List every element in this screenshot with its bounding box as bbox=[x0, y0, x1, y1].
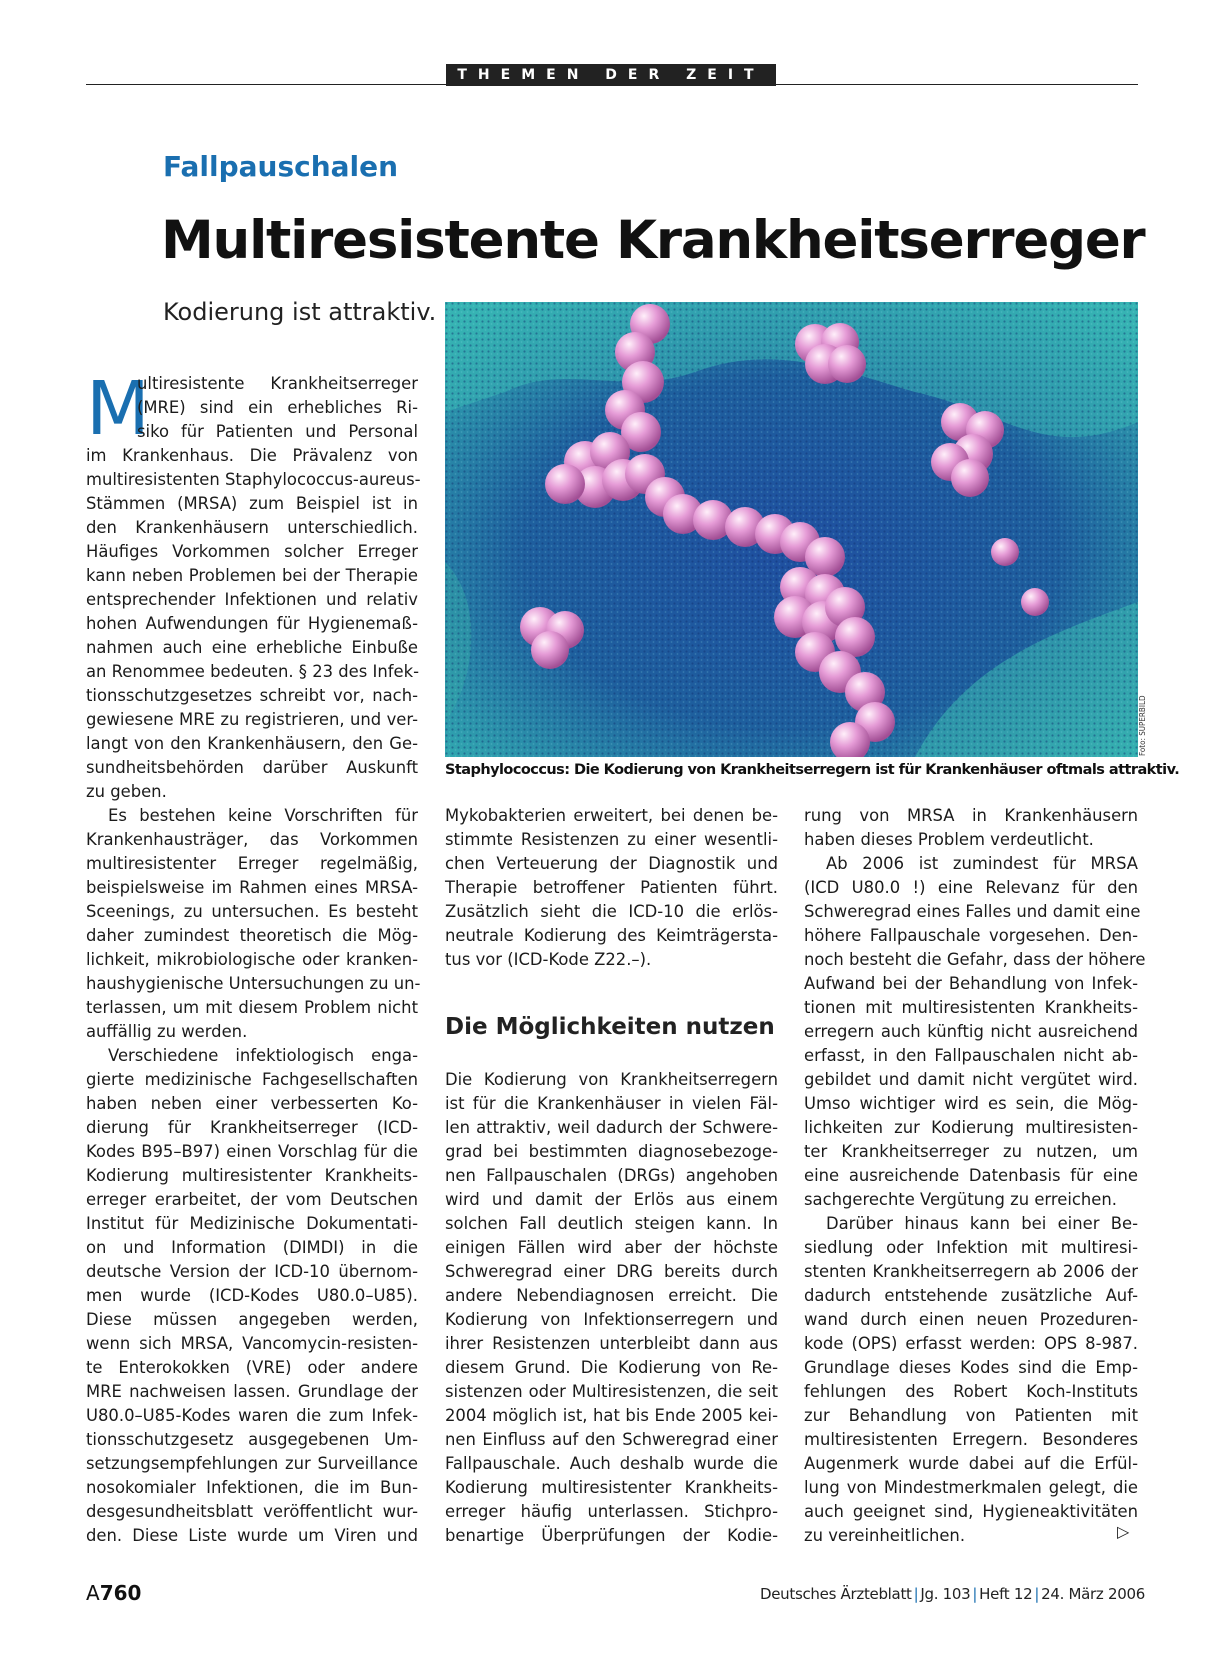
text-line: Kodes B95–B97) einen Vorschlag für die bbox=[86, 1142, 418, 1161]
text-line: MRE nachweisen lassen. Grundlage der bbox=[86, 1382, 418, 1401]
page-number-value: 760 bbox=[99, 1581, 142, 1605]
text-line: on und Information (DIMDI) in die bbox=[86, 1238, 418, 1257]
text-line: wenn sich MRSA, Vancomycin-resisten- bbox=[86, 1334, 418, 1353]
text-line: beispielsweise im Rahmen eines MRSA- bbox=[86, 878, 418, 897]
bacterium-cell bbox=[828, 345, 866, 383]
text-line: höhere Fallpauschale vorgesehen. Den- bbox=[804, 926, 1138, 945]
text-line: desgesundheitsblatt veröffentlicht wur- bbox=[86, 1502, 418, 1521]
text-line: haben neben einer verbesserten Ko- bbox=[86, 1094, 418, 1113]
text-line: zu vereinheitlichen. bbox=[804, 1526, 966, 1545]
text-line: Verschiedene infektiologisch enga- bbox=[108, 1046, 418, 1065]
text-line: Kodierung multiresistenter Krankheits- bbox=[445, 1478, 778, 1497]
text-line: Es bestehen keine Vorschriften für bbox=[108, 806, 418, 825]
text-line: Zusätzlich sieht die ICD-10 die erlös- bbox=[445, 902, 778, 921]
text-line: nosokomialer Infektionen, die im Bun- bbox=[86, 1478, 418, 1497]
text-line: Diese müssen angegeben werden, bbox=[86, 1310, 418, 1329]
text-line: tus vor (ICD-Kode Z22.–). bbox=[445, 950, 652, 969]
continue-arrow-icon: ▷ bbox=[1117, 1522, 1130, 1541]
journal-name: Deutsches Ärzteblatt bbox=[760, 1585, 912, 1603]
text-line: Augenmerk wurde dabei auf die Erfül- bbox=[804, 1454, 1138, 1473]
section-label: THEMEN DER ZEIT bbox=[446, 64, 776, 86]
text-line: len attraktiv, weil dadurch der Schwere- bbox=[445, 1118, 778, 1137]
text-line: sachgerechte Vergütung zu erreichen. bbox=[804, 1190, 1117, 1209]
text-line: gewiesene MRE zu registrieren, und ver- bbox=[86, 710, 418, 729]
text-line: stimmte Resistenzen zu einer wesentli- bbox=[445, 830, 778, 849]
bacterium-cell bbox=[545, 464, 585, 504]
text-line: den. Diese Liste wurde um Viren und bbox=[86, 1526, 418, 1545]
text-line: Sceenings, zu untersuchen. Es besteht bbox=[86, 902, 418, 921]
text-line: Darüber hinaus kann bei einer Be- bbox=[826, 1214, 1138, 1233]
article-kicker: Fallpauschalen bbox=[163, 150, 399, 183]
text-line: solchen Fall deutlich steigen kann. In bbox=[445, 1214, 778, 1233]
article-title: Multiresistente Krankheitserreger bbox=[161, 210, 1145, 271]
text-line: dadurch entstehende zusätzliche Auf- bbox=[804, 1286, 1138, 1305]
text-line: Aufwand bei der Behandlung von Infek- bbox=[804, 974, 1138, 993]
separator: | bbox=[1034, 1585, 1040, 1603]
text-line: (ICD U80.0 !) eine Relevanz für den bbox=[804, 878, 1138, 897]
text-line: andere Nebendiagnosen erreicht. Die bbox=[445, 1286, 778, 1305]
text-line: Häufiges Vorkommen solcher Erreger bbox=[86, 542, 418, 561]
text-line: einigen Fällen wird aber der höchste bbox=[445, 1238, 778, 1257]
text-line: multiresistenten Staphylococcus-aureus- bbox=[86, 470, 421, 489]
bacterium-cell bbox=[991, 538, 1019, 566]
text-line: grad bei bestimmten diagnosebezoge- bbox=[445, 1142, 778, 1161]
text-line: daher zumindest theoretisch die Mög- bbox=[86, 926, 418, 945]
text-line: (MRE) sind ein erhebliches Ri- bbox=[137, 398, 418, 417]
text-line: nahmen auch eine erhebliche Einbuße bbox=[86, 638, 418, 657]
text-line: haben dieses Problem verdeutlicht. bbox=[804, 830, 1094, 849]
text-line: Schweregrad eines Falles und damit eine bbox=[804, 902, 1141, 921]
text-line: Stämmen (MRSA) zum Beispiel ist in bbox=[86, 494, 418, 513]
text-line: Kodierung von Infektionserregern und bbox=[445, 1310, 778, 1329]
text-line: noch besteht die Gefahr, dass der höhere bbox=[804, 950, 1146, 969]
text-line: Schweregrad einer DRG bereits durch bbox=[445, 1262, 778, 1281]
text-line: ultiresistente Krankheitserreger bbox=[137, 374, 418, 393]
text-line: benartige Überprüfungen der Kodie- bbox=[445, 1526, 778, 1545]
text-line: erfasst, in den Fallpauschalen nicht ab- bbox=[804, 1046, 1138, 1065]
journal-date: 24. März 2006 bbox=[1041, 1585, 1145, 1603]
text-line: Grundlage dieses Kodes sind die Emp- bbox=[804, 1358, 1138, 1377]
text-line: sistenzen oder Multiresistenzen, die seit bbox=[445, 1382, 778, 1401]
text-line: nen Einfluss auf den Schweregrad einer bbox=[445, 1430, 778, 1449]
text-line: zu geben. bbox=[86, 782, 167, 801]
text-line: te Enterokokken (VRE) oder andere bbox=[86, 1358, 418, 1377]
journal-issue: Heft 12 bbox=[979, 1585, 1033, 1603]
text-line: ist für die Krankenhäuser in vielen Fäl- bbox=[445, 1094, 778, 1113]
bacterium-cell bbox=[951, 459, 989, 497]
column-2-top bbox=[445, 804, 778, 972]
text-line: Mykobakterien erweitert, bei denen be- bbox=[445, 806, 778, 825]
separator: | bbox=[913, 1585, 919, 1603]
text-line: tionsschutzgesetzes schreibt vor, nach- bbox=[86, 686, 418, 705]
text-line: Institut für Medizinische Dokumentati- bbox=[86, 1214, 418, 1233]
text-line: fehlungen des Robert Koch-Instituts bbox=[804, 1382, 1138, 1401]
bacterium-cell bbox=[835, 617, 875, 657]
text-line: Kodierung multiresistenter Krankheits- bbox=[86, 1166, 418, 1185]
text-line: erreger häufig unterlassen. Stichpro- bbox=[445, 1502, 778, 1521]
text-line: ter Krankheitserreger zu nutzen, um bbox=[804, 1142, 1138, 1161]
text-line: haushygienische Untersuchungen zu un- bbox=[86, 974, 421, 993]
text-line: lichkeiten zur Kodierung multiresisten- bbox=[804, 1118, 1138, 1137]
column-2 bbox=[445, 1068, 778, 1548]
text-line: Umso wichtiger wird es sein, die Mög- bbox=[804, 1094, 1138, 1113]
text-line: gebildet und damit nicht vergütet wird. bbox=[804, 1070, 1138, 1089]
text-line: nen Fallpauschalen (DRGs) angehoben bbox=[445, 1166, 778, 1185]
text-line: wand durch einen neuen Prozeduren- bbox=[804, 1310, 1138, 1329]
page-prefix: A bbox=[86, 1581, 100, 1605]
column-1-intro bbox=[137, 372, 418, 444]
text-line: zur Behandlung von Patienten mit bbox=[804, 1406, 1138, 1425]
journal-volume: Jg. 103 bbox=[920, 1585, 971, 1603]
text-line: multiresistenten Erregern. Besonderes bbox=[804, 1430, 1138, 1449]
text-line: rung von MRSA in Krankenhäusern bbox=[804, 806, 1138, 825]
text-line: kode (OPS) erfasst werden: OPS 8-987. bbox=[804, 1334, 1138, 1353]
separator: | bbox=[972, 1585, 978, 1603]
text-line: lichkeit, mikrobiologische oder kranken- bbox=[86, 950, 418, 969]
text-line: an Renommee bedeuten. § 23 des Infek- bbox=[86, 662, 419, 681]
text-line: diesem Grund. Die Kodierung von Re- bbox=[445, 1358, 778, 1377]
text-line: men wurde (ICD-Kodes U80.0–U85). bbox=[86, 1286, 418, 1305]
text-line: terlassen, um mit diesem Problem nicht bbox=[86, 998, 418, 1017]
text-line: hohen Aufwendungen für Hygienemaß- bbox=[86, 614, 418, 633]
text-line: Die Kodierung von Krankheitserregern bbox=[445, 1070, 778, 1089]
text-line: neutrale Kodierung des Keimträgersta- bbox=[445, 926, 778, 945]
text-line: erregern auch künftig nicht ausreichend bbox=[804, 1022, 1138, 1041]
text-line: Therapie betroffener Patienten führt. bbox=[445, 878, 778, 897]
column-3 bbox=[804, 804, 1146, 1548]
text-line: Ab 2006 ist zumindest für MRSA bbox=[826, 854, 1138, 873]
bacterium-cell bbox=[1021, 588, 1049, 616]
text-line: eine ausreichende Datenbasis für eine bbox=[804, 1166, 1138, 1185]
bacteria-illustration bbox=[445, 302, 1138, 757]
text-line: langt von den Krankenhäusern, den Ge- bbox=[86, 734, 418, 753]
text-line: deutsche Version der ICD-10 übernom- bbox=[86, 1262, 418, 1281]
journal-info bbox=[760, 1585, 1145, 1603]
text-line: gierte medizinische Fachgesellschaften bbox=[86, 1070, 418, 1089]
photo-caption: Staphylococcus: Die Kodierung von Krankheitserregern ist für Krankenhäuser oftmals attraktiv. bbox=[445, 762, 1180, 778]
section-heading: Die Möglichkeiten nutzen bbox=[445, 1014, 775, 1040]
text-line: U80.0–U85-Kodes waren die zum Infek- bbox=[86, 1406, 418, 1425]
text-line: siedlung oder Infektion mit multiresi- bbox=[804, 1238, 1138, 1257]
text-line: wird und damit der Erlös aus einem bbox=[445, 1190, 778, 1209]
text-line: dierung für Krankheitserreger (ICD- bbox=[86, 1118, 418, 1137]
text-line: multiresistenter Erreger regelmäßig, bbox=[86, 854, 418, 873]
bacterium-cell bbox=[531, 631, 569, 669]
text-line: im Krankenhaus. Die Prävalenz von bbox=[86, 446, 418, 465]
text-line: erreger erarbeitet, der vom Deutschen bbox=[86, 1190, 418, 1209]
text-line: auffällig zu werden. bbox=[86, 1022, 248, 1041]
photo-credit: Foto: SUPERBILD bbox=[1138, 695, 1147, 756]
text-line: tionen mit multiresistenten Krankheits- bbox=[804, 998, 1138, 1017]
text-line: kann neben Problemen bei der Therapie bbox=[86, 566, 418, 585]
page-number bbox=[86, 1581, 141, 1605]
text-line: stenten Krankheitserregern ab 2006 der bbox=[804, 1262, 1138, 1281]
text-line: den Krankenhäusern unterschiedlich. bbox=[86, 518, 418, 537]
staphylococcus-photo bbox=[445, 302, 1138, 757]
article-subtitle: Kodierung ist attraktiv. bbox=[163, 298, 437, 326]
text-line: siko für Patienten und Personal bbox=[137, 422, 418, 441]
text-line: lung von Mindestmerkmalen gelegt, die bbox=[804, 1478, 1138, 1497]
text-line: 2004 möglich ist, hat bis Ende 2005 kei- bbox=[445, 1406, 778, 1425]
drop-cap: M bbox=[86, 366, 150, 452]
text-line: ihrer Resistenzen unterbleibt dann aus bbox=[445, 1334, 778, 1353]
text-line: Fallpauschale. Auch deshalb wurde die bbox=[445, 1454, 778, 1473]
text-line: sundheitsbehörden darüber Auskunft bbox=[86, 758, 418, 777]
text-line: Krankenhausträger, das Vorkommen bbox=[86, 830, 418, 849]
column-1 bbox=[86, 444, 421, 1548]
text-line: setzungsempfehlungen zur Surveillance bbox=[86, 1454, 418, 1473]
text-line: chen Verteuerung der Diagnostik und bbox=[445, 854, 778, 873]
text-line: entsprechender Infektionen und relativ bbox=[86, 590, 418, 609]
text-line: tionsschutzgesetz ausgegebenen Um- bbox=[86, 1430, 418, 1449]
text-line: auch geeignet sind, Hygieneaktivitäten bbox=[804, 1502, 1138, 1521]
